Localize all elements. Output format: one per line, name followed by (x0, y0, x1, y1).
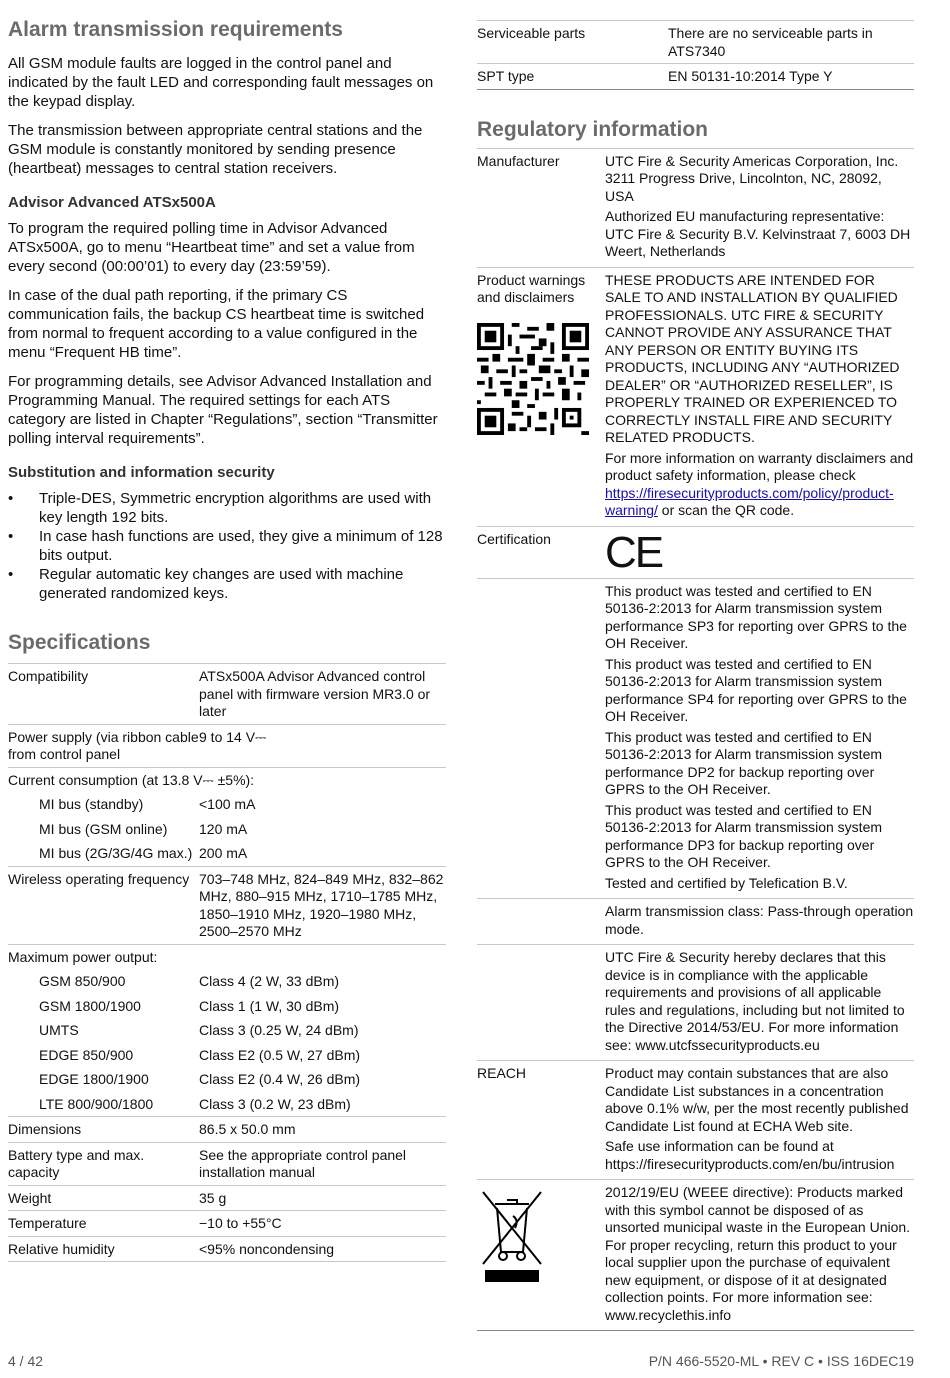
reg-value: UTC Fire & Security Americas Corporation, Inc. 3211 Progress Drive, Lincolnton, NC, 28092, USA (605, 152, 899, 204)
paragraph: In case of the dual path reporting, if the primary CS communication fails, the backup CS heartbeat time is switched from normal to frequent according to a value configured in the menu “Frequent HB time”. (8, 287, 425, 361)
reg-value: UTC Fire & Security hereby declares that this device is in compliance with the applicable requirements and provisions of all applicable rules and regulations, including but not limited to the Directive 2014/53/EU. For more information see: www.utcfssecurityproducts.eu (605, 949, 905, 1053)
list-item: • Regular automatic key changes are used with machine generated randomized keys. (8, 565, 446, 603)
table-row (477, 1061, 914, 1180)
spec-key: UMTS (39, 1022, 79, 1038)
spec-key: MI bus (2G/3G/4G max.) (39, 845, 193, 861)
right-column (477, 20, 914, 1331)
reg-value: This product was tested and certified to EN 50136-2:2013 for Alarm transmission system performance SP3 for reporting over GPRS to the OH Receiver. (605, 582, 907, 651)
table-row (8, 944, 446, 969)
spec-value: 120 mA (199, 820, 248, 837)
regulatory-heading: Regulatory information (477, 117, 709, 141)
spec-key: Power supply (via ribbon cable from control panel (8, 724, 199, 767)
spec-key: Weight (8, 1185, 199, 1211)
advisor-heading: Advisor Advanced ATSx500A (8, 194, 216, 211)
weee-bin-icon (477, 1184, 547, 1284)
reg-value: This product was tested and certified to EN 50136-2:2013 for Alarm transmission system performance SP4 for reporting over GPRS to the OH Receiver. (605, 655, 907, 724)
spec-value: Class E2 (0.5 W, 27 dBm) (199, 1046, 361, 1063)
table-row (8, 1236, 446, 1262)
reg-value: This product was tested and certified to EN 50136-2:2013 for Alarm transmission system performance DP2 for backup reporting over GPRS to the OH Receiver. (605, 728, 883, 797)
spec-key: GSM 850/900 (39, 973, 126, 989)
reg-value: Product may contain substances that are also Candidate List substances in a concentration above 0.1% w/w, per the most recently published Candidate List found at ECHA Web site. (605, 1065, 909, 1134)
spec-key: Temperature (8, 1211, 199, 1237)
table-row (477, 64, 914, 90)
spec-value: Class 4 (2 W, 33 dBm) (199, 973, 340, 989)
reg-key: Certification (477, 526, 605, 578)
table-row (8, 841, 446, 866)
spec-key: Dimensions (8, 1117, 199, 1143)
table-row (8, 664, 446, 725)
list-item: • In case hash functions are used, they give a minimum of 128 bits output. (8, 527, 446, 565)
spec-key: Maximum power output: (8, 944, 446, 969)
table-row (477, 899, 914, 945)
spec-key: MI bus (standby) (39, 796, 144, 812)
table-row (8, 994, 446, 1019)
paragraph: For programming details, see Advisor Advanced Installation and Programming Manual. The required settings for each ATS category are listed in Chapter “Regulations”, section “Transmitter polling interval requirements”. (8, 373, 438, 447)
spec-value: 703–748 MHz, 824–849 MHz, 832–862 MHz, 880–915 MHz, 1710–1785 MHz, 1850–1910 MHz, 1920–1980 MHz, 2500–2570 MHz (199, 866, 446, 944)
spec-value: 86.5 x 50.0 mm (199, 1117, 446, 1143)
regulatory-table (477, 148, 914, 1332)
spec-key: Relative humidity (8, 1236, 199, 1262)
reg-value: Authorized EU manufacturing representative: UTC Fire & Security B.V. Kelvinstraat 7, 6003 DH Weert, Netherlands (605, 208, 911, 259)
table-row (477, 526, 914, 578)
part-number: P/N 466-5520-ML • REV C • ISS 16DEC19 (648, 1353, 914, 1369)
spec-value: ATSx500A Advisor Advanced control panel with firmware version MR3.0 or later (199, 664, 446, 725)
spec-key: MI bus (GSM online) (39, 820, 168, 837)
reg-value (605, 450, 914, 520)
table-row (477, 267, 914, 526)
paragraph: To program the required polling time in Advisor Advanced ATSx500A, go to menu “Heartbeat time” and set a value from every second (00:00’01) to every day (23:59’59). (8, 220, 415, 275)
paragraph: The transmission between appropriate central stations and the GSM module is constantly monitored by sending presence (heartbeat) messages to central station receivers. (8, 122, 423, 177)
substitution-heading: Substitution and information security (8, 464, 275, 481)
reg-text: or scan the QR code. (657, 502, 795, 518)
table-row (477, 945, 914, 1061)
table-row (8, 1185, 446, 1211)
reg-key: Manufacturer (477, 148, 605, 267)
spec-value: 35 g (199, 1185, 446, 1211)
alarm-transmission-heading: Alarm transmission requirements (8, 18, 343, 41)
paragraph: All GSM module faults are logged in the control panel and indicated by the fault LED and corresponding fault messages on the keypad display. (8, 55, 434, 110)
table-row (8, 1142, 446, 1185)
warning-link[interactable]: https://firesecurityproducts.com/policy/product-warning/ (605, 484, 894, 518)
spec-key: Current consumption (at 13.8 V⎓ ±5%): (8, 767, 446, 792)
table-row (8, 792, 446, 817)
qr-code-icon (477, 323, 589, 435)
table-row (8, 1018, 446, 1043)
reg-value: Safe use information can be found at https://firesecurityproducts.com/en/bu/intrusion (605, 1138, 895, 1172)
spec-value: −10 to +55°C (199, 1211, 446, 1237)
reg-value: THESE PRODUCTS ARE INTENDED FOR SALE TO AND INSTALLATION BY QUALIFIED PROFESSIONALS. UTC FIRE & SECURITY CANNOT PROVIDE ANY ASSURANCE THAT ANY PERSON OR ENTITY BUYING ITS PRODUCTS, INCLUDING ANY “AUTHORIZED DEALER” OR “AUTHORIZED RESELLER”, IS PROPERLY TRAINED OR EXPERIENCED TO CORRECTLY INSTALL FIRE AND SECURITY RELATED PRODUCTS. (605, 271, 900, 445)
table-row (477, 148, 914, 267)
table-row (8, 1211, 446, 1237)
serviceable-table (477, 20, 914, 90)
table-row (8, 724, 446, 767)
table-row (8, 1067, 446, 1092)
page-number: 4 / 42 (8, 1353, 44, 1369)
reg-key: Product warnings and disclaimers (477, 271, 586, 305)
spec-value: 9 to 14 V⎓ (199, 724, 446, 767)
spec-value: There are no serviceable parts in ATS7340 (668, 21, 914, 64)
security-bullet-list (8, 489, 446, 603)
table-row (477, 21, 914, 64)
spec-key: Serviceable parts (477, 21, 668, 64)
reg-value: 2012/19/EU (WEEE directive): Products marked with this symbol cannot be disposed of as unsorted municipal waste in the European Union. For proper recycling, return this product to your local supplier upon the purchase of equivalent new equipment, or dispose of it at designated collection points. For more information see: www.recyclethis.info (605, 1184, 911, 1323)
spec-key: GSM 1800/1900 (39, 997, 141, 1014)
table-row (8, 866, 446, 944)
specifications-heading: Specifications (8, 631, 151, 654)
spec-key: SPT type (477, 64, 668, 90)
reg-value: Alarm transmission class: Pass-through operation mode. (605, 903, 914, 937)
spec-value: Class 3 (0.25 W, 24 dBm) (199, 1022, 359, 1038)
reg-value: Tested and certified by Telefication B.V. (605, 874, 848, 891)
spec-value: EN 50131-10:2014 Type Y (668, 64, 914, 90)
list-item: • Triple-DES, Symmetric encryption algorithms are used with key length 192 bits. (8, 489, 446, 527)
spec-value: Class E2 (0.4 W, 26 dBm) (199, 1071, 361, 1087)
spec-key: Compatibility (8, 664, 199, 725)
reg-text: For more information on warranty disclaimers and product safety information, please check (605, 449, 914, 483)
specifications-table (8, 663, 446, 1262)
table-row (8, 969, 446, 994)
ce-mark-icon: CE (605, 527, 663, 577)
table-row (477, 1180, 914, 1331)
table-row (8, 817, 446, 842)
left-column (8, 18, 446, 1262)
table-row (8, 767, 446, 792)
spec-key: Wireless operating frequency (8, 866, 199, 944)
spec-value: <95% noncondensing (199, 1236, 446, 1262)
spec-key: EDGE 850/900 (39, 1046, 134, 1063)
table-row (477, 578, 914, 899)
spec-key: Battery type and max. capacity (8, 1142, 199, 1185)
reg-value: This product was tested and certified to EN 50136-2:2013 for Alarm transmission system performance DP3 for backup reporting over GPRS to the OH Receiver. (605, 801, 883, 870)
spec-value: Class 3 (0.2 W, 23 dBm) (199, 1095, 351, 1112)
spec-key: LTE 800/900/1800 (39, 1095, 154, 1112)
spec-key: EDGE 1800/1900 (39, 1071, 149, 1087)
spec-value: See the appropriate control panel installation manual (199, 1142, 446, 1185)
table-row (8, 1043, 446, 1068)
spec-value: 200 mA (199, 845, 248, 861)
table-row (8, 1117, 446, 1143)
reg-key: REACH (477, 1061, 605, 1180)
table-row (8, 1092, 446, 1117)
spec-value: <100 mA (199, 796, 256, 812)
spec-value: Class 1 (1 W, 30 dBm) (199, 997, 340, 1014)
